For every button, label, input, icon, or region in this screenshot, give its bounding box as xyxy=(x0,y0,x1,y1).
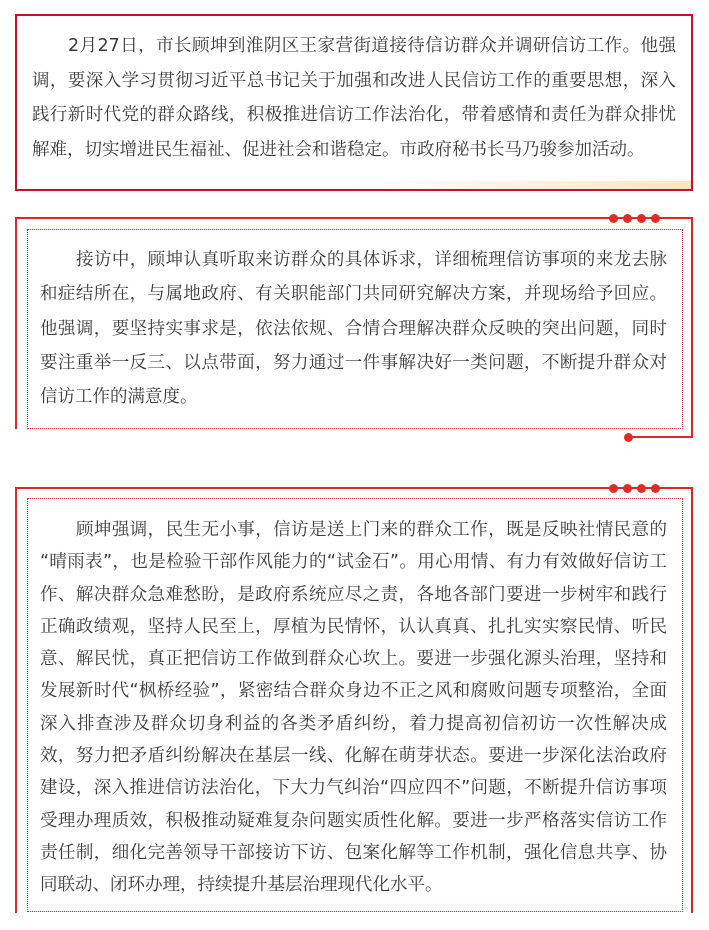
frame-top-line xyxy=(15,217,693,219)
reception-card xyxy=(27,229,683,429)
text-line: 接访中，顾坤认真听取来访群众的具体诉求，详细梳理信访事项的来龙去脉 xyxy=(76,250,667,270)
text-line: 作、解决群众急难愁盼，是政府系统应尽之责，各地各部门要进一步树牢和践行 xyxy=(40,584,667,605)
frame-top-line xyxy=(15,487,693,489)
text-line: 信访工作的满意度。 xyxy=(40,387,198,407)
frame-bottom-line xyxy=(629,436,693,438)
text-line: 受理办理质效，积极推动疑难复杂问题实质性化解。要进一步严格落实信访工作 xyxy=(40,810,667,831)
decor-dot-icon xyxy=(651,484,660,493)
decor-dot-icon xyxy=(637,214,646,223)
text-line: 调，要深入学习贯彻习近平总书记关于加强和改进人民信访工作的重要思想，深入 xyxy=(32,70,676,91)
text-line: 践行新时代党的群众路线，积极推进信访工作法治化，带着感情和责任为群众排忧 xyxy=(32,105,676,126)
frame-left-line xyxy=(15,217,17,429)
frame-left-line xyxy=(15,487,17,913)
intro-paragraph xyxy=(32,29,676,168)
text-line: 建设，深入推进信访法治化，下大力气纠治“四应四不”问题，不断提升信访事项 xyxy=(40,778,667,799)
text-line: 正确政绩观，坚持人民至上，厚植为民情怀，认认真真、扎扎实实察民情、听民 xyxy=(40,616,667,637)
reception-paragraph xyxy=(40,243,667,414)
text-line: 要注重举一反三、以点带面，努力通过一件事解决好一类问题，不断提升群众对 xyxy=(40,352,667,373)
text-line: 深入排查涉及群众切身利益的各类矛盾纠纷，着力提高初信初访一次性解决成 xyxy=(40,713,667,734)
text-line: 解难，切实增进民生福祉、促进社会和谐稳定。市政府秘书长马乃骏参加活动。 xyxy=(32,140,645,161)
text-line: 2月27日，市长顾坤到淮阴区王家营街道接待信访群众并调研信访工作。他强 xyxy=(68,36,676,56)
decor-dot-icon xyxy=(623,214,632,223)
decor-dot-icon xyxy=(609,484,618,493)
text-line: 和症结所在，与属地政府、有关职能部门共同研究解决方案，并现场给予回应。 xyxy=(40,284,667,305)
text-line: 他强调，要坚持实事求是，依法依规、合情合理解决群众反映的突出问题，同时 xyxy=(40,318,667,339)
decor-dot-icon xyxy=(651,214,660,223)
text-line: 效，努力把矛盾纠纷解决在基层一线、化解在萌芽状态。要进一步深化法治政府 xyxy=(40,746,667,767)
decor-dot-icon xyxy=(637,484,646,493)
text-line: 意、解民忧，真正把信访工作做到群众心坎上。要进一步强化源头治理，坚持和 xyxy=(40,649,667,670)
text-line: 同联动、闭环办理，持续提升基层治理现代化水平。 xyxy=(40,875,443,896)
intro-card xyxy=(15,14,693,191)
decor-dot-icon xyxy=(623,484,632,493)
frame-right-line xyxy=(691,487,693,913)
text-line: “晴雨表”，也是检验干部作风能力的“试金石”。用心用情、有力有效做好信访工 xyxy=(40,552,667,573)
frame-right-line xyxy=(691,217,693,438)
decor-dot-icon xyxy=(609,214,618,223)
text-line: 顾坤强调，民生无小事，信访是送上门来的群众工作，既是反映社情民意的 xyxy=(76,520,667,540)
emphasis-card xyxy=(27,498,683,912)
text-line: 责任制，细化完善领导干部接访下访、包案化解等工作机制，强化信息共享、协 xyxy=(40,842,667,863)
decor-dot-icon xyxy=(624,433,633,442)
emphasis-paragraph xyxy=(40,514,667,902)
gradient-accent-bar xyxy=(356,181,691,189)
text-line: 发展新时代“枫桥经验”，紧密结合群众身边不正之风和腐败问题专项整治，全面 xyxy=(40,681,667,702)
